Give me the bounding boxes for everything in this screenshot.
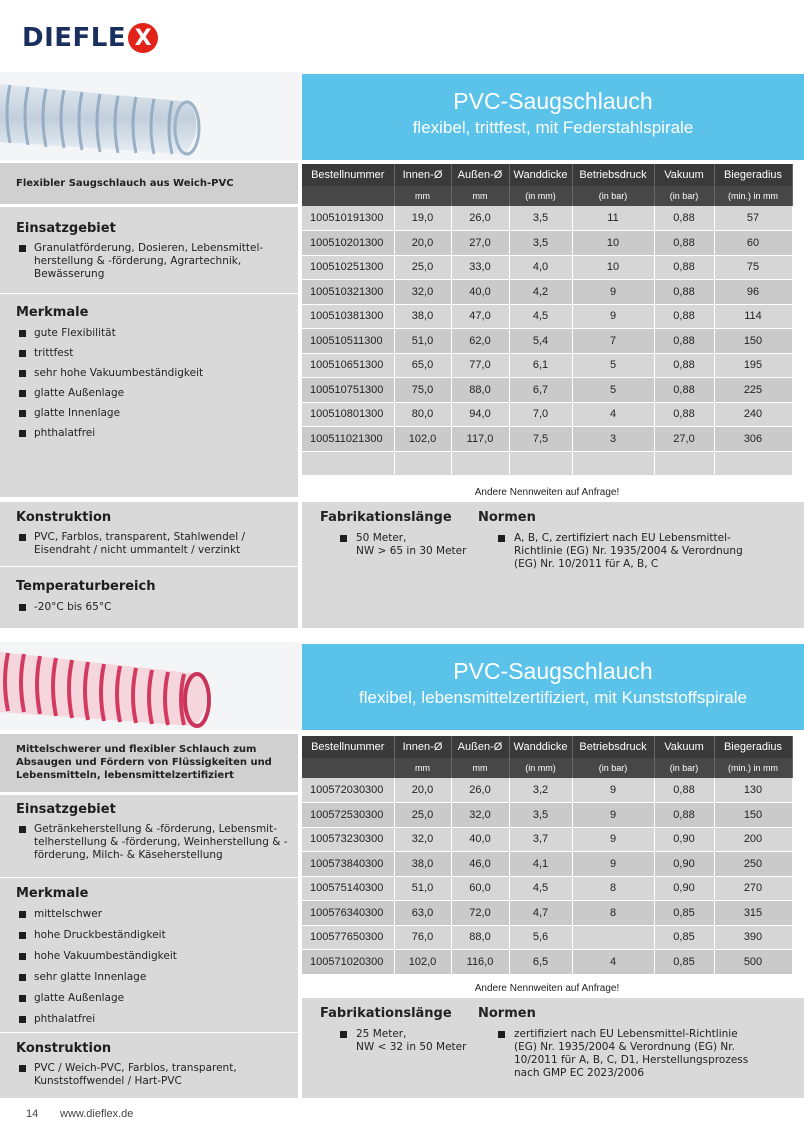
table-cell: 26,0 <box>451 206 509 231</box>
table-cell: 96 <box>714 280 792 305</box>
table-cell: 100571020300 <box>302 950 394 975</box>
einsatz-item: Getränkeherstellung & -förderung, Lebensmit-telherstellung & -förderung, Weinherstellung & -förderung, Milch- & Käseherstellung <box>0 823 292 862</box>
product-title-1: PVC-Saugschlauch <box>453 88 653 114</box>
table-cell: 270 <box>714 876 792 901</box>
fab-line: 25 Meter, <box>356 1028 407 1040</box>
col-unit: (in bar) <box>654 758 714 778</box>
col-header: Betriebsdruck <box>572 736 654 758</box>
table-cell: 102,0 <box>394 950 451 975</box>
table-row <box>302 255 792 280</box>
table-cell: 72,0 <box>451 901 509 926</box>
col-unit: mm <box>451 186 509 206</box>
table-cell: 240 <box>714 402 792 427</box>
table-cell <box>509 451 572 476</box>
col-unit: mm <box>451 758 509 778</box>
table-cell: 0,88 <box>654 778 714 803</box>
konstruktion-title-1: Konstruktion <box>16 510 112 525</box>
table-cell: 26,0 <box>451 778 509 803</box>
table-cell: 3,2 <box>509 778 572 803</box>
table-cell: 0,88 <box>654 803 714 828</box>
merkmal-item: hohe Vakuumbeständigkeit <box>0 950 290 963</box>
table-cell <box>572 925 654 950</box>
table-row <box>302 280 792 305</box>
table-cell: 315 <box>714 901 792 926</box>
table-row <box>302 231 792 256</box>
merkmal-item: phthalatfrei <box>0 1013 290 1026</box>
table-header-row <box>302 736 792 758</box>
table-cell: 9 <box>572 778 654 803</box>
table-cell: 100511021300 <box>302 427 394 452</box>
table-cell: 7 <box>572 329 654 354</box>
table-cell: 0,85 <box>654 925 714 950</box>
merkmal-item: gute Flexibilität <box>0 327 290 340</box>
table-cell: 100577650300 <box>302 925 394 950</box>
table-cell: 100510751300 <box>302 378 394 403</box>
col-header: Wanddicke <box>509 164 572 186</box>
table-cell: 100510321300 <box>302 280 394 305</box>
hose-image-2 <box>0 642 302 730</box>
table-header-row <box>302 164 792 186</box>
table-cell: 51,0 <box>394 876 451 901</box>
fab-title-2: Fabrikationslänge <box>320 1006 452 1021</box>
table-row <box>302 827 792 852</box>
table-cell: 250 <box>714 852 792 877</box>
table-cell: 0,88 <box>654 402 714 427</box>
table-cell: 9 <box>572 280 654 305</box>
table-cell: 3,5 <box>509 803 572 828</box>
col-unit: (min.) in mm <box>714 186 792 206</box>
table-unit-row <box>302 186 792 206</box>
table-row <box>302 803 792 828</box>
table-cell: 8 <box>572 876 654 901</box>
temp-title-1: Temperaturbereich <box>16 579 156 594</box>
table-cell: 5,4 <box>509 329 572 354</box>
col-unit: (min.) in mm <box>714 758 792 778</box>
table-cell: 3,5 <box>509 231 572 256</box>
col-header: Bestellnummer <box>302 736 394 758</box>
table-cell: 100510201300 <box>302 231 394 256</box>
col-header: Vakuum <box>654 736 714 758</box>
table-cell: 7,5 <box>509 427 572 452</box>
table-cell: 0,90 <box>654 852 714 877</box>
table-cell <box>451 451 509 476</box>
normen-text-2: zertifiziert nach EU Lebensmittel-Richtlinie (EG) Nr. 1935/2004 & Verordnung (EG) Nr. 10/2011 für A, B, C, D1, Herstellungsprozess nach GMP EC 2023/2006 <box>498 1028 760 1080</box>
table-cell: 4,5 <box>509 876 572 901</box>
table-cell: 6,1 <box>509 353 572 378</box>
table-cell: 25,0 <box>394 255 451 280</box>
table-cell: 100576340300 <box>302 901 394 926</box>
table-cell: 0,90 <box>654 827 714 852</box>
page-footer <box>0 1104 804 1137</box>
table-cell: 20,0 <box>394 231 451 256</box>
col-header: Innen-Ø <box>394 164 451 186</box>
table-cell: 9 <box>572 304 654 329</box>
brand-logo <box>22 20 158 56</box>
table-cell: 116,0 <box>451 950 509 975</box>
table-row <box>302 950 792 975</box>
merkmal-item: sehr glatte Innenlage <box>0 971 290 984</box>
table-cell: 150 <box>714 803 792 828</box>
table-cell: 100510381300 <box>302 304 394 329</box>
col-header: Außen-Ø <box>451 164 509 186</box>
table-cell <box>394 451 451 476</box>
merkmal-item: glatte Außenlage <box>0 387 290 400</box>
merkmal-item: phthalatfrei <box>0 427 290 440</box>
table-row <box>302 451 792 476</box>
col-header: Biegeradius <box>714 164 792 186</box>
table-cell: 0,88 <box>654 206 714 231</box>
page-number: 14 <box>26 1108 39 1120</box>
product-banner-2 <box>302 644 804 730</box>
table-cell: 0,88 <box>654 329 714 354</box>
table-cell: 76,0 <box>394 925 451 950</box>
konstruktion-item: PVC, Farblos, transparent, Stahlwendel / Eisendraht / nicht ummantelt / verzinkt <box>0 531 290 557</box>
col-unit: (in mm) <box>509 758 572 778</box>
table-cell: 25,0 <box>394 803 451 828</box>
table-cell: 3,5 <box>509 206 572 231</box>
table-cell: 100573230300 <box>302 827 394 852</box>
table-row <box>302 852 792 877</box>
table-cell: 10 <box>572 255 654 280</box>
table-row <box>302 925 792 950</box>
table-cell: 40,0 <box>451 280 509 305</box>
fab-line: NW < 32 in 50 Meter <box>356 1041 467 1053</box>
table-row <box>302 304 792 329</box>
table-cell: 40,0 <box>451 827 509 852</box>
col-unit: (in bar) <box>572 758 654 778</box>
merkmale-title-1: Merkmale <box>16 305 89 320</box>
table-cell: 75,0 <box>394 378 451 403</box>
table-cell: 4,7 <box>509 901 572 926</box>
table-cell: 114 <box>714 304 792 329</box>
table-cell: 5,6 <box>509 925 572 950</box>
col-header: Außen-Ø <box>451 736 509 758</box>
table-cell: 390 <box>714 925 792 950</box>
table-cell: 62,0 <box>451 329 509 354</box>
table-cell: 0,90 <box>654 876 714 901</box>
table-cell: 5 <box>572 378 654 403</box>
col-header: Biegeradius <box>714 736 792 758</box>
table-cell: 306 <box>714 427 792 452</box>
availability-note-2: Andere Nennweiten auf Anfrage! <box>474 983 620 994</box>
table-cell: 0,88 <box>654 231 714 256</box>
col-unit: (in mm) <box>509 186 572 206</box>
table-cell: 88,0 <box>451 925 509 950</box>
table-cell: 27,0 <box>451 231 509 256</box>
temp-item: -20°C bis 65°C <box>0 601 290 614</box>
table-cell: 65,0 <box>394 353 451 378</box>
table-cell: 7,0 <box>509 402 572 427</box>
table-cell: 4 <box>572 950 654 975</box>
col-unit: (in bar) <box>654 186 714 206</box>
table-row <box>302 402 792 427</box>
product-banner-1 <box>302 74 804 160</box>
info-box-1 <box>302 502 804 628</box>
normen-title-2: Normen <box>478 1006 536 1021</box>
table-cell: 4,0 <box>509 255 572 280</box>
merkmal-item: sehr hohe Vakuumbeständigkeit <box>0 367 290 380</box>
table-cell: 75 <box>714 255 792 280</box>
table-cell <box>572 451 654 476</box>
col-header: Bestellnummer <box>302 164 394 186</box>
table-cell: 88,0 <box>451 378 509 403</box>
merkmal-item: trittfest <box>0 347 290 360</box>
table-cell <box>714 451 792 476</box>
table-cell: 500 <box>714 950 792 975</box>
table-cell: 38,0 <box>394 304 451 329</box>
merkmal-item: glatte Innenlage <box>0 407 290 420</box>
table-cell: 4 <box>572 402 654 427</box>
table-cell: 0,88 <box>654 353 714 378</box>
table-cell: 0,88 <box>654 255 714 280</box>
table-cell: 51,0 <box>394 329 451 354</box>
table-cell: 225 <box>714 378 792 403</box>
website-url: www.dieflex.de <box>60 1108 134 1120</box>
table-row <box>302 427 792 452</box>
table-cell: 100510801300 <box>302 402 394 427</box>
einsatz-item: Granulatförderung, Dosieren, Lebensmittel-herstellung & -förderung, Agrartechnik, Bewässerung <box>0 242 290 281</box>
spec-table-1 <box>302 164 793 476</box>
fab-line: NW > 65 in 30 Meter <box>356 545 467 557</box>
table-cell: 27,0 <box>654 427 714 452</box>
merkmale-title-2: Merkmale <box>16 886 89 901</box>
col-header: Betriebsdruck <box>572 164 654 186</box>
col-unit: mm <box>394 758 451 778</box>
table-cell: 100510251300 <box>302 255 394 280</box>
table-cell <box>654 451 714 476</box>
info-box-2 <box>302 998 804 1098</box>
table-row <box>302 778 792 803</box>
table-cell: 63,0 <box>394 901 451 926</box>
table-cell: 5 <box>572 353 654 378</box>
availability-note-1: Andere Nennweiten auf Anfrage! <box>474 487 620 498</box>
brand-name: DIEFLE <box>22 23 127 53</box>
table-cell: 60 <box>714 231 792 256</box>
table-cell: 6,7 <box>509 378 572 403</box>
table-cell: 0,88 <box>654 280 714 305</box>
brand-x-mark: X <box>128 23 158 53</box>
table-cell: 47,0 <box>451 304 509 329</box>
table-cell: 117,0 <box>451 427 509 452</box>
fab-title-1: Fabrikationslänge <box>320 510 452 525</box>
left-panel-1b <box>0 502 298 628</box>
product-title-2: PVC-Saugschlauch <box>453 658 653 684</box>
fab-line: 50 Meter, <box>356 532 407 544</box>
product-subtitle-2: flexibel, lebensmittelzertifiziert, mit Kunststoffspirale <box>358 688 747 707</box>
table-cell: 100510651300 <box>302 353 394 378</box>
table-cell: 0,85 <box>654 950 714 975</box>
table-cell: 10 <box>572 231 654 256</box>
table-cell: 100572530300 <box>302 803 394 828</box>
table-cell: 94,0 <box>451 402 509 427</box>
table-row <box>302 353 792 378</box>
table-cell: 3 <box>572 427 654 452</box>
table-cell: 4,2 <box>509 280 572 305</box>
table-row <box>302 901 792 926</box>
col-header: Innen-Ø <box>394 736 451 758</box>
spec-table-2 <box>302 736 793 975</box>
fab-text-2 <box>340 1028 490 1054</box>
table-cell: 100510511300 <box>302 329 394 354</box>
left-panel-1 <box>0 207 298 497</box>
table-cell: 46,0 <box>451 852 509 877</box>
table-cell: 9 <box>572 827 654 852</box>
table-cell: 20,0 <box>394 778 451 803</box>
table-cell: 100573840300 <box>302 852 394 877</box>
table-cell: 38,0 <box>394 852 451 877</box>
col-header: Wanddicke <box>509 736 572 758</box>
table-cell: 100575140300 <box>302 876 394 901</box>
konstruktion-title-2: Konstruktion <box>16 1041 112 1056</box>
konstruktion-item: PVC / Weich-PVC, Farblos, transparent, Kunststoffwendel / Hart-PVC <box>0 1062 290 1088</box>
table-cell: 0,88 <box>654 378 714 403</box>
table-cell: 11 <box>572 206 654 231</box>
table-row <box>302 876 792 901</box>
col-unit: mm <box>394 186 451 206</box>
table-cell: 4,5 <box>509 304 572 329</box>
table-row <box>302 378 792 403</box>
left-panel-2 <box>0 795 298 1098</box>
col-unit <box>302 758 394 778</box>
table-cell: 0,85 <box>654 901 714 926</box>
table-row <box>302 206 792 231</box>
einsatz-title-1: Einsatzgebiet <box>16 221 116 236</box>
table-cell: 19,0 <box>394 206 451 231</box>
table-cell: 57 <box>714 206 792 231</box>
product-subtitle-1: flexibel, trittfest, mit Federstahlspirale <box>412 118 694 137</box>
table-cell: 3,7 <box>509 827 572 852</box>
table-cell: 100510191300 <box>302 206 394 231</box>
table-cell: 102,0 <box>394 427 451 452</box>
table-cell: 6,5 <box>509 950 572 975</box>
table-cell: 8 <box>572 901 654 926</box>
col-header: Vakuum <box>654 164 714 186</box>
normen-title-1: Normen <box>478 510 536 525</box>
table-cell: 100572030300 <box>302 778 394 803</box>
product-intro-1: Flexibler Saugschlauch aus Weich-PVC <box>0 163 298 204</box>
table-cell: 32,0 <box>451 803 509 828</box>
table-cell <box>302 451 394 476</box>
table-row <box>302 329 792 354</box>
table-cell: 77,0 <box>451 353 509 378</box>
product-intro-2: Mittelschwerer und flexibler Schlauch zum Absaugen und Fördern von Flüssigkeiten und Lebensmitteln, lebensmittelzertifiziert <box>0 734 298 792</box>
table-cell: 4,1 <box>509 852 572 877</box>
merkmal-item: hohe Druckbeständigkeit <box>0 929 290 942</box>
fab-text-1 <box>340 532 490 558</box>
col-unit: (in bar) <box>572 186 654 206</box>
table-cell: 9 <box>572 852 654 877</box>
normen-text-1: A, B, C, zertifiziert nach EU Lebensmittel-Richtlinie (EG) Nr. 1935/2004 & Verordnung (EG) Nr. 10/2011 für A, B, C <box>498 532 768 571</box>
table-cell: 80,0 <box>394 402 451 427</box>
table-cell: 150 <box>714 329 792 354</box>
table-cell: 32,0 <box>394 280 451 305</box>
table-cell: 0,88 <box>654 304 714 329</box>
table-cell: 9 <box>572 803 654 828</box>
merkmal-item: mittelschwer <box>0 908 290 921</box>
table-cell: 130 <box>714 778 792 803</box>
einsatz-title-2: Einsatzgebiet <box>16 802 116 817</box>
table-cell: 33,0 <box>451 255 509 280</box>
table-cell: 200 <box>714 827 792 852</box>
table-unit-row <box>302 758 792 778</box>
table-cell: 195 <box>714 353 792 378</box>
table-cell: 60,0 <box>451 876 509 901</box>
col-unit <box>302 186 394 206</box>
table-cell: 32,0 <box>394 827 451 852</box>
hose-image-1 <box>0 72 302 160</box>
merkmal-item: glatte Außenlage <box>0 992 290 1005</box>
